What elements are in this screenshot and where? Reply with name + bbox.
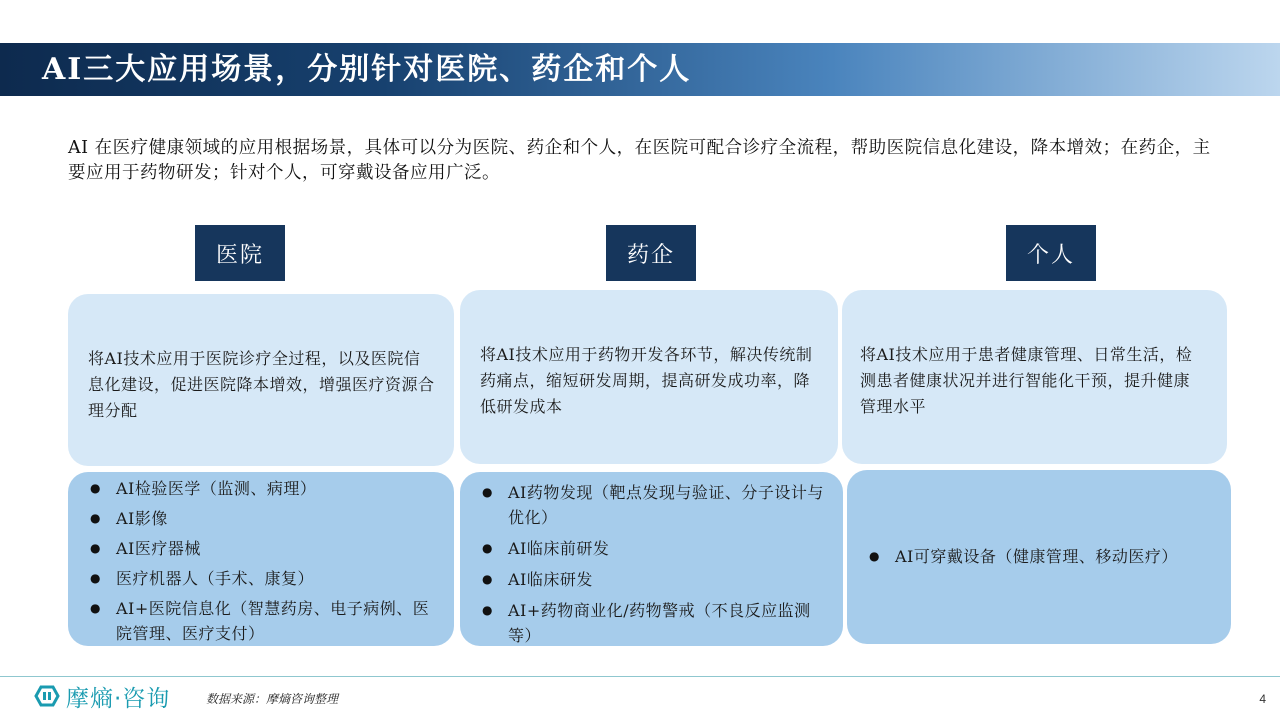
list-item: ● AI+药物商业化/药物警戒（不良反应监测等） bbox=[478, 598, 829, 648]
brand-logo bbox=[32, 681, 170, 711]
data-source: 数据来源：摩熵咨询整理 bbox=[206, 692, 339, 706]
intro-text: AI 在医疗健康领域的应用根据场景，具体可以分为医院、药企和个人，在医院可配合诊疗全流程，帮助医院信息化建设，降本增效；在药企，主要应用于药物研发；针对个人，可穿戴设备应用广泛。 bbox=[68, 138, 1211, 183]
summary-text: 将AI技术应用于药物开发各环节，解决传统制药痛点，缩短研发周期，提高研发成功率，降低研发成本 bbox=[480, 345, 813, 416]
list-item: ● AI影像 bbox=[86, 506, 440, 531]
brand-logo-icon bbox=[32, 682, 62, 710]
list-item: ● AI检验医学（监测、病理） bbox=[86, 476, 440, 501]
list-item: ● AI可穿戴设备（健康管理、移动医疗） bbox=[865, 544, 1217, 569]
page-number: 4 bbox=[1259, 692, 1266, 706]
tag-individual: 个人 bbox=[1006, 225, 1096, 281]
list-item: ● AI+医院信息化（智慧药房、电子病例、医院管理、医疗支付） bbox=[86, 596, 440, 646]
list-card-pharma bbox=[460, 472, 843, 646]
list-card-individual bbox=[847, 470, 1231, 644]
list-item: ● 医疗机器人（手术、康复） bbox=[86, 566, 440, 591]
tag-pharma: 药企 bbox=[606, 225, 696, 281]
list-item: ● AI临床前研发 bbox=[478, 536, 829, 561]
tag-hospital: 医院 bbox=[195, 225, 285, 281]
list-item: ● AI药物发现（靶点发现与验证、分子设计与优化） bbox=[478, 480, 829, 530]
summary-card-hospital bbox=[68, 294, 454, 466]
footer-divider bbox=[0, 676, 1280, 677]
summary-text: 将AI技术应用于医院诊疗全过程，以及医院信息化建设，促进医院降本增效，增强医疗资源合理分配 bbox=[88, 349, 435, 420]
list-item: ● AI医疗器械 bbox=[86, 536, 440, 561]
list-card-hospital bbox=[68, 472, 454, 646]
title-bar bbox=[0, 43, 1280, 96]
page-title: AI三大应用场景，分别针对医院、药企和个人 bbox=[42, 52, 692, 87]
summary-card-individual bbox=[842, 290, 1227, 464]
list-item: ● AI临床研发 bbox=[478, 567, 829, 592]
summary-text: 将AI技术应用于患者健康管理、日常生活，检测患者健康状况并进行智能化干预，提升健康管理水平 bbox=[860, 345, 1193, 416]
brand-name: 摩熵·咨询 bbox=[66, 685, 171, 712]
summary-card-pharma bbox=[460, 290, 838, 464]
